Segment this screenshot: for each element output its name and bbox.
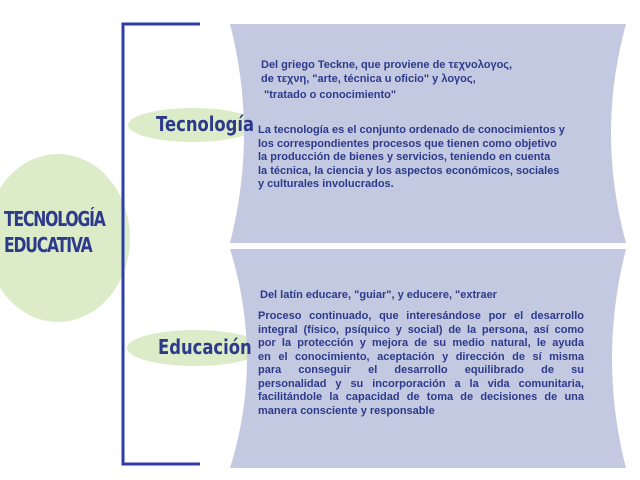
definition-line: por la protección y mejora de su medio natural, le ayuda: [258, 337, 584, 349]
main-node-line-1: TECNOLOGÍA: [4, 207, 105, 231]
definition-text-tecnologia: [258, 124, 603, 192]
definition-line: para conseguir el desarrollo equilibrado de su: [258, 364, 584, 376]
origin-line: de τεχνη, "arte, técnica u oficio" y λογος,: [261, 72, 476, 85]
definition-line: La tecnología es el conjunto ordenado de conocimientos y: [258, 124, 565, 136]
branch-label-educacion: Educación: [158, 335, 252, 359]
origin-line: Del latín educare, "guiar", y educere, "extraer: [260, 289, 497, 301]
origin-text-tecnologia: [261, 59, 581, 103]
origin-line: "tratado o conocimiento": [261, 89, 397, 101]
main-node-line-2: EDUCATIVA: [4, 233, 92, 257]
definition-line: en el conocimiento, aceptación y dirección de sí misma: [258, 350, 584, 363]
definition-line: la producción de bienes y servicios, teniendo en cuenta: [258, 151, 551, 163]
main-node-title: [4, 206, 105, 258]
definition-line: manera consciente y responsable: [258, 404, 435, 417]
connector-bracket: [123, 24, 200, 464]
definition-line: la técnica, la ciencia y los aspectos económicos, sociales: [258, 164, 560, 177]
definition-line: integral (físico, psíquico y social) de la persona, así como: [258, 323, 584, 336]
definition-line: Proceso continuado, que interesándose por el desarrollo: [258, 310, 584, 322]
definition-line: facilitándole la capacidad de toma de decisiones de una: [258, 391, 584, 403]
definition-line: y culturales involucrados.: [258, 178, 394, 190]
definition-line: personalidad y su incorporación a la vida comunitaria,: [258, 377, 584, 390]
origin-text-educacion: [260, 289, 580, 303]
definition-text-educacion: [258, 310, 584, 418]
origin-line: Del griego Teckne, que proviene de τεχνολογος,: [261, 59, 513, 71]
definition-line: los correspondientes procesos que tienen como objetivo: [258, 137, 557, 150]
branch-label-tecnologia: Tecnología: [156, 112, 255, 136]
